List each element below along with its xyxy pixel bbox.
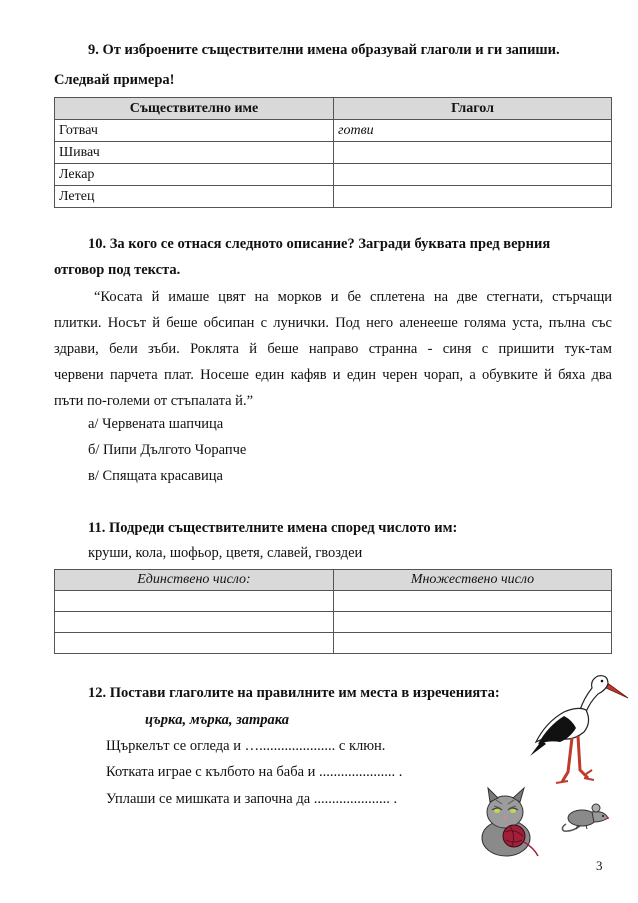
table-cell: Готвач bbox=[55, 120, 334, 142]
cat-illustration bbox=[472, 786, 542, 858]
task11-words: круши, кола, шофьор, цветя, славей, гвоздеи bbox=[88, 545, 363, 561]
answer-cell[interactable] bbox=[334, 612, 612, 633]
table-header: Единствено число: bbox=[55, 570, 334, 591]
text-line: “Косата й имаше цвят на морков и бе сплетена на две стегнати, стърчащи bbox=[94, 289, 612, 305]
table-header: Съществително име bbox=[55, 98, 334, 120]
text-line: пъти по-големи от стъпалата й.” bbox=[54, 393, 253, 409]
task11-title: 11. Подреди съществителните имена според числото им: bbox=[88, 520, 458, 536]
answer-cell[interactable] bbox=[334, 186, 612, 208]
answer-cell[interactable] bbox=[334, 164, 612, 186]
text-line: плитки. Носът й беше обсипан с лунички. Под него аленееше голяма уста, пълна със bbox=[54, 315, 612, 331]
task10-title-line1: 10. За кого се отнася следното описание? Загради буквата пред верния bbox=[88, 236, 551, 252]
task9-table bbox=[54, 97, 612, 208]
stork-illustration bbox=[528, 660, 630, 788]
task12-title: 12. Постави глаголите на правилните им места в изреченията: bbox=[88, 685, 500, 701]
table-cell: Лекар bbox=[55, 164, 334, 186]
answer-cell[interactable] bbox=[334, 591, 612, 612]
answer-cell[interactable] bbox=[334, 142, 612, 164]
text-line: червени парчета плат. Носеше един кафяв и един черен чорап, а обувките й бяха два bbox=[54, 367, 612, 383]
task9-title-line2: Следвай примера! bbox=[54, 72, 175, 88]
table-header: Множествено число bbox=[334, 570, 612, 591]
task10-title-line2: отговор под текста. bbox=[54, 262, 181, 278]
page-number: 3 bbox=[596, 858, 603, 873]
option-b[interactable]: б/ Пипи Дългото Чорапче bbox=[88, 442, 247, 458]
answer-cell[interactable] bbox=[334, 633, 612, 654]
text-line: здрави, бели зъби. Роклята й беше направо странна - синя с пришити тук-там bbox=[54, 341, 612, 357]
sentence-1: Щъркелът се огледа и …..................... с клюн. bbox=[106, 738, 386, 754]
answer-cell[interactable] bbox=[55, 633, 334, 654]
task11-table bbox=[54, 569, 612, 654]
task12-verbs: църкa, мърка, затрака bbox=[145, 712, 290, 728]
table-cell: Шивач bbox=[55, 142, 334, 164]
task9-title-line1: 9. От изброените съществителни имена образувай глаголи и ги запиши. bbox=[88, 42, 560, 58]
answer-cell[interactable] bbox=[55, 612, 334, 633]
table-cell: Летец bbox=[55, 186, 334, 208]
sentence-2: Котката играе с кълбото на баба и ..................... . bbox=[106, 764, 403, 780]
option-c[interactable]: в/ Спящата красавица bbox=[88, 468, 223, 484]
sentence-3: Уплаши се мишката и започна да ..................... . bbox=[106, 791, 398, 807]
answer-cell[interactable] bbox=[55, 591, 334, 612]
mouse-illustration bbox=[558, 798, 610, 832]
table-cell: готви bbox=[334, 120, 612, 142]
task10-text bbox=[54, 284, 612, 414]
option-a[interactable]: а/ Червената шапчица bbox=[88, 416, 224, 432]
table-header: Глагол bbox=[334, 98, 612, 120]
